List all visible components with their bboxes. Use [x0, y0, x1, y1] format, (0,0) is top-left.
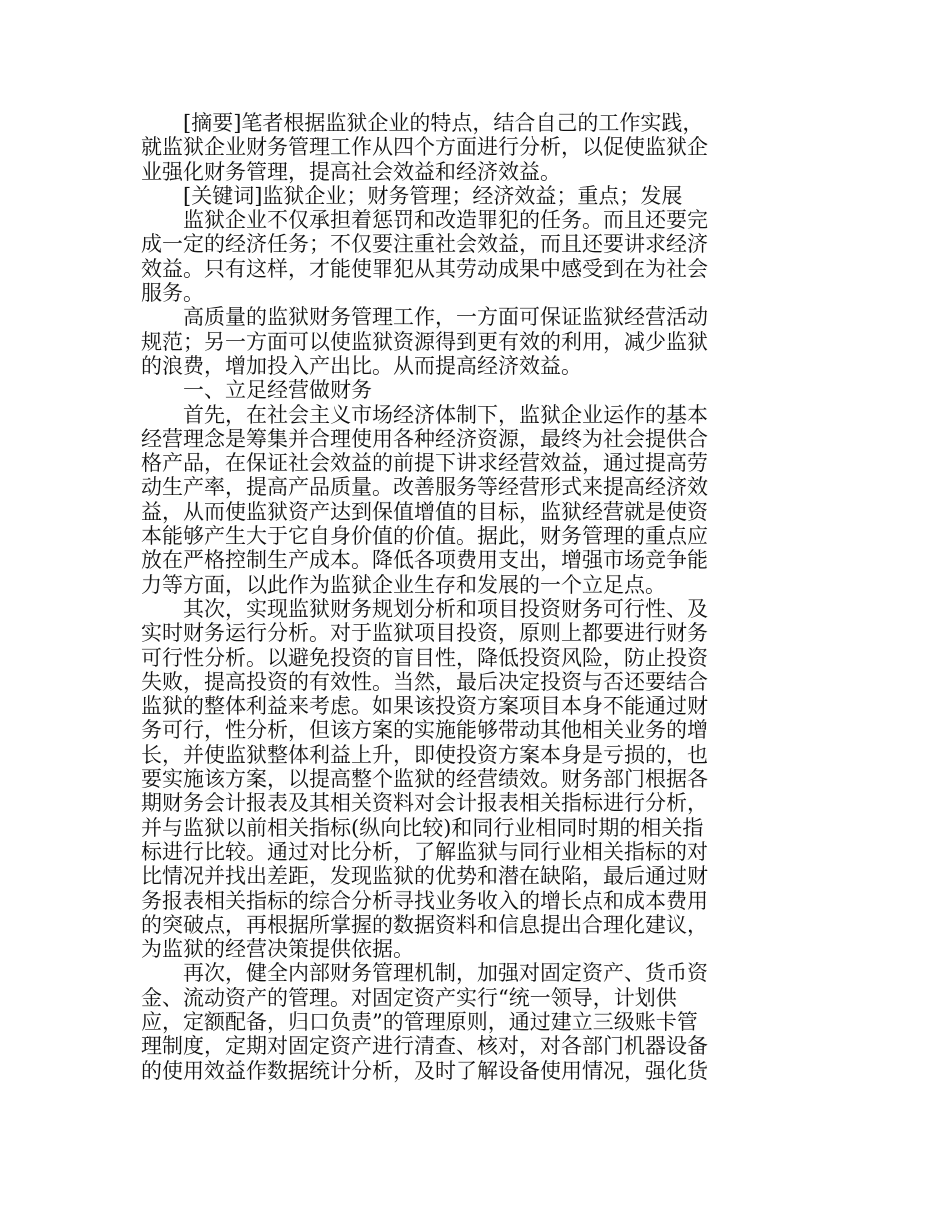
text-line: 金、流动资产的管理。对固定资产实行“统一领导，计划供	[141, 985, 677, 1010]
text-line: 监狱企业不仅承担着惩罚和改造罪犯的任务。而且还要完	[141, 208, 708, 233]
paragraph-intro-1	[141, 208, 811, 305]
text-line: 的突破点，再根据所掌握的数据资料和信息提出合理化建议，	[141, 912, 708, 937]
text-line: 高质量的监狱财务管理工作，一方面可保证监狱经营活动	[141, 305, 708, 330]
paragraph-para-first	[141, 403, 811, 597]
text-line: 要实施该方案，以提高整个监狱的经营绩效。财务部门根据各	[141, 767, 708, 792]
text-line: 并与监狱以前相关指标(纵向比较)和同行业相同时期的相关指	[141, 815, 704, 840]
text-line: 标进行比较。通过对比分析，了解监狱与同行业相关指标的对	[141, 839, 708, 864]
text-line: 监狱的整体利益来考虑。如果该投资方案项目本身不能通过财	[141, 694, 708, 719]
text-line: 效益。只有这样，才能使罪犯从其劳动成果中感受到在为社会	[141, 256, 708, 281]
text-line: 格产品，在保证社会效益的前提下讲求经营效益，通过提高劳	[141, 451, 708, 476]
text-line: 失败，提高投资的有效性。当然，最后决定投资与否还要结合	[141, 669, 708, 694]
paragraph-para-second	[141, 597, 811, 961]
text-line: 务可行，性分析，但该方案的实施能够带动其他相关业务的增	[141, 718, 708, 743]
text-line: 其次，实现监狱财务规划分析和项目投资财务可行性、及	[141, 596, 708, 621]
text-line: 经营理念是筹集并合理使用各种经济资源，最终为社会提供合	[141, 426, 708, 451]
text-line: 可行性分析。以避免投资的盲目性，降低投资风险，防止投资	[141, 645, 708, 670]
text-line: 就监狱企业财务管理工作从四个方面进行分析，以促使监狱企	[141, 135, 708, 160]
text-line: 理制度，定期对固定资产进行清查、核对，对各部门机器设备	[141, 1034, 708, 1059]
text-line: 力等方面，以此作为监狱企业生存和发展的一个立足点。	[141, 572, 666, 597]
text-line: 再次，健全内部财务管理机制，加强对固定资产、货币资	[141, 961, 708, 986]
text-line: 首先，在社会主义市场经济体制下，监狱企业运作的基本	[141, 402, 708, 427]
text-line: 为监狱的经营决策提供依据。	[141, 937, 414, 962]
text-line: 务报表相关指标的综合分析寻找业务收入的增长点和成本费用	[141, 888, 708, 913]
paragraph-abstract	[141, 111, 811, 184]
paragraph-para-third	[141, 961, 811, 1082]
text-line: 放在严格控制生产成本。降低各项费用支出，增强市场竞争能	[141, 548, 708, 573]
text-line: 业强化财务管理，提高社会效益和经济效益。	[141, 159, 561, 184]
text-line: 期财务会计报表及其相关资料对会计报表相关指标进行分析，	[141, 791, 708, 816]
paragraph-keywords	[141, 184, 811, 208]
text-line: 益，从而使监狱资产达到保值增值的目标，监狱经营就是使资	[141, 499, 708, 524]
text-line: 一、立足经营做财务	[141, 378, 372, 403]
text-line: 服务。	[141, 281, 204, 306]
text-line: 长，并使监狱整体利益上升，即使投资方案本身是亏损的，也	[141, 742, 708, 767]
paragraphs-container	[141, 111, 811, 1083]
text-line: [关键词]监狱企业；财务管理；经济效益；重点；发展	[141, 183, 683, 208]
text-line: 规范；另一方面可以使监狱资源得到更有效的利用，减少监狱	[141, 329, 708, 354]
paragraph-intro-2	[141, 305, 811, 378]
text-line: 动生产率，提高产品质量。改善服务等经营形式来提高经济效	[141, 475, 708, 500]
text-line: 实时财务运行分析。对于监狱项目投资，原则上都要进行财务	[141, 621, 708, 646]
article-body	[141, 111, 811, 1083]
text-line: [摘要]笔者根据监狱企业的特点，结合自己的工作实践，	[141, 111, 704, 135]
paragraph-heading-1	[141, 378, 811, 402]
text-line: 的使用效益作数据统计分析，及时了解设备使用情况，强化货	[141, 1058, 708, 1083]
text-line: 成一定的经济任务；不仅要注重社会效益，而且还要讲求经济	[141, 232, 708, 257]
text-line: 的浪费，增加投入产出比。从而提高经济效益。	[141, 353, 582, 378]
text-line: 应，定额配备，归口负责”的管理原则，通过建立三级账卡管	[141, 1009, 698, 1034]
text-line: 比情况并找出差距，发现监狱的优势和潜在缺陷，最后通过财	[141, 864, 708, 889]
text-line: 本能够产生大于它自身价值的价值。据此，财务管理的重点应	[141, 524, 708, 549]
